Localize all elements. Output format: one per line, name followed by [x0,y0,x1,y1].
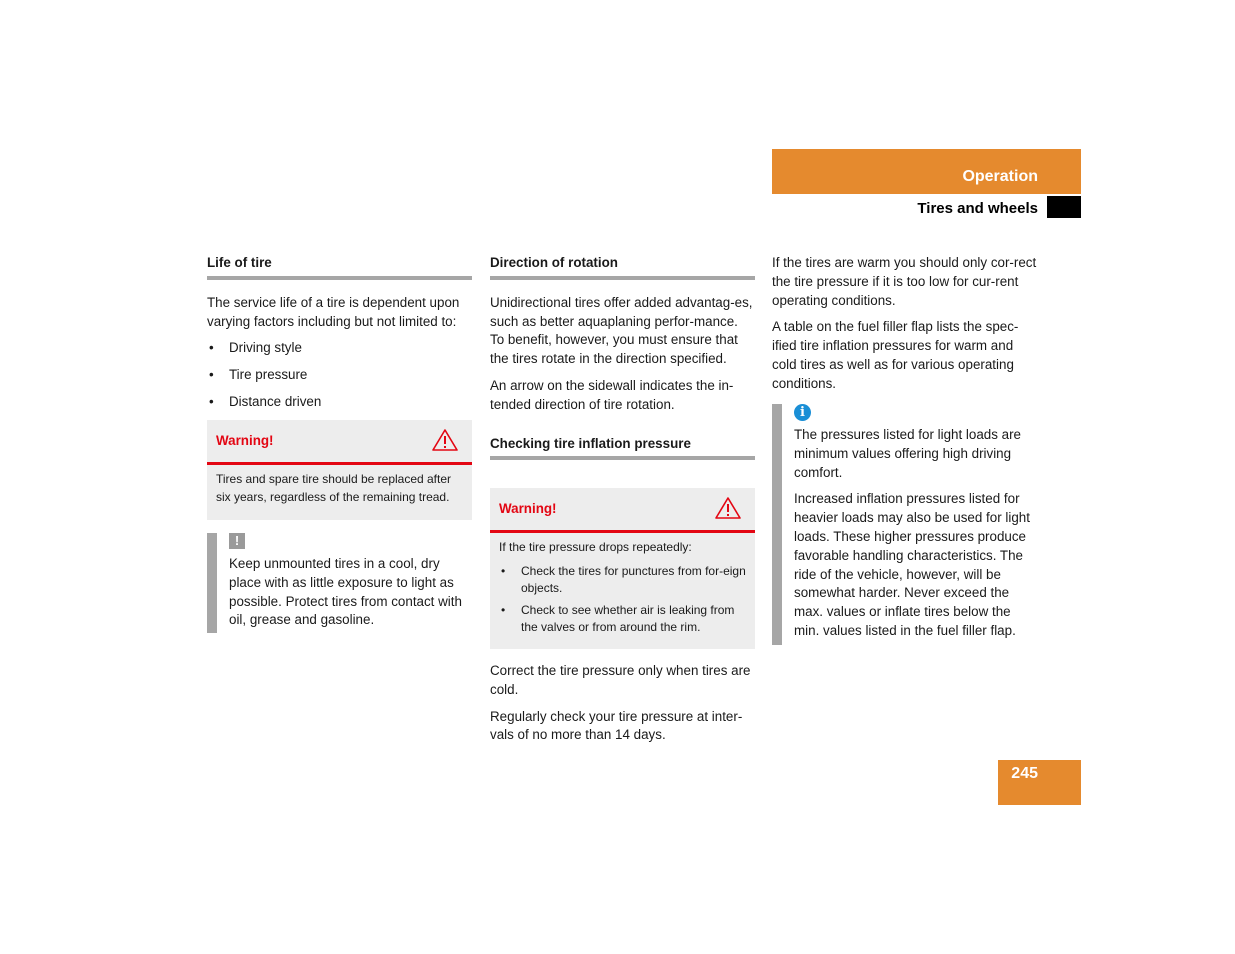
list-item: • Check the tires for punctures from for-eign objects. [499,563,746,598]
warning-triangle-icon [432,428,458,452]
heading-direction-of-rotation: Direction of rotation [490,254,755,280]
heading-checking-tire-pressure: Checking tire inflation pressure [490,435,755,461]
list-item: • Check to see whether air is leaking from the valves or from around the rim. [499,602,746,637]
paragraph: Unidirectional tires offer added advantag-es, such as better aquaplaning perfor-mance. To benefit, however, you must ensure that the tires rotate in the direction specified. [490,294,753,367]
list-item: • Tire pressure [207,366,472,385]
info-icon: i [794,404,811,421]
note-paragraph: Keep unmounted tires in a cool, dry place with as little exposure to light as possible. Protect tires from contact with oil, grease and gasoline. [229,556,462,628]
warning-text [207,465,472,520]
warning-label: Warning! [499,501,557,516]
column-3 [772,254,1037,402]
paragraph: An arrow on the sidewall indicates the in-tended direction of tire rotation. [490,377,734,412]
paragraph: Correct the tire pressure only when tires are cold. [490,663,751,697]
section-marker [1047,196,1081,218]
column-2 [490,254,755,460]
list-item: • Driving style [207,339,472,358]
warning-box [490,488,755,649]
page-number: 245 [1011,765,1038,782]
note-bar [207,533,217,633]
warning-paragraph: Tires and spare tire should be replaced after six years, regardless of the remaining tread. [216,472,452,504]
paragraph: If the tires are warm you should only cor-rect the tire pressure if it is too low for cur-rent operating conditions. [772,255,1037,308]
note-content [794,404,1037,641]
bullet-list [207,339,472,411]
subsection-title: Tires and wheels [917,200,1038,217]
warning-header [490,488,755,533]
warning-paragraph: If the tire pressure drops repeatedly: [499,540,692,554]
exclamation-icon: ! [229,533,245,549]
paragraph: The service life of a tire is dependent upon varying factors including but not limited to: [207,294,460,329]
info-note-box [772,404,1037,645]
paragraph: A table on the fuel filler flap lists the spec-ified tire inflation pressures for warm and cold tires as well as for various operating conditions. [772,319,1019,391]
note-bar [772,404,782,645]
paragraph: Regularly check your tire pressure at inter-vals of no more than 14 days. [490,708,743,743]
note-content [229,533,472,630]
column-2-lower [490,662,755,753]
list-item: • Distance driven [207,393,472,412]
warning-triangle-icon [715,496,741,520]
warning-label: Warning! [216,433,274,448]
note-paragraph: Increased inflation pressures listed for heavier loads may also be used for light loads. These higher pressures produce favorable handling characteristics. The ride of the vehicle, however, will be somewhat harder. Never exceed the max. values or inflate tires below the min. values listed in the fuel filler flap. [794,491,1030,638]
note-paragraph: The pressures listed for light loads are minimum values offering high driving comfort. [794,427,1022,480]
warning-header [207,420,472,465]
note-box [207,533,472,633]
warning-box [207,420,472,520]
column-1 [207,254,472,420]
warning-text [490,533,755,649]
section-title: Operation [962,168,1038,185]
heading-life-of-tire: Life of tire [207,254,472,280]
bullet-list [499,563,746,637]
